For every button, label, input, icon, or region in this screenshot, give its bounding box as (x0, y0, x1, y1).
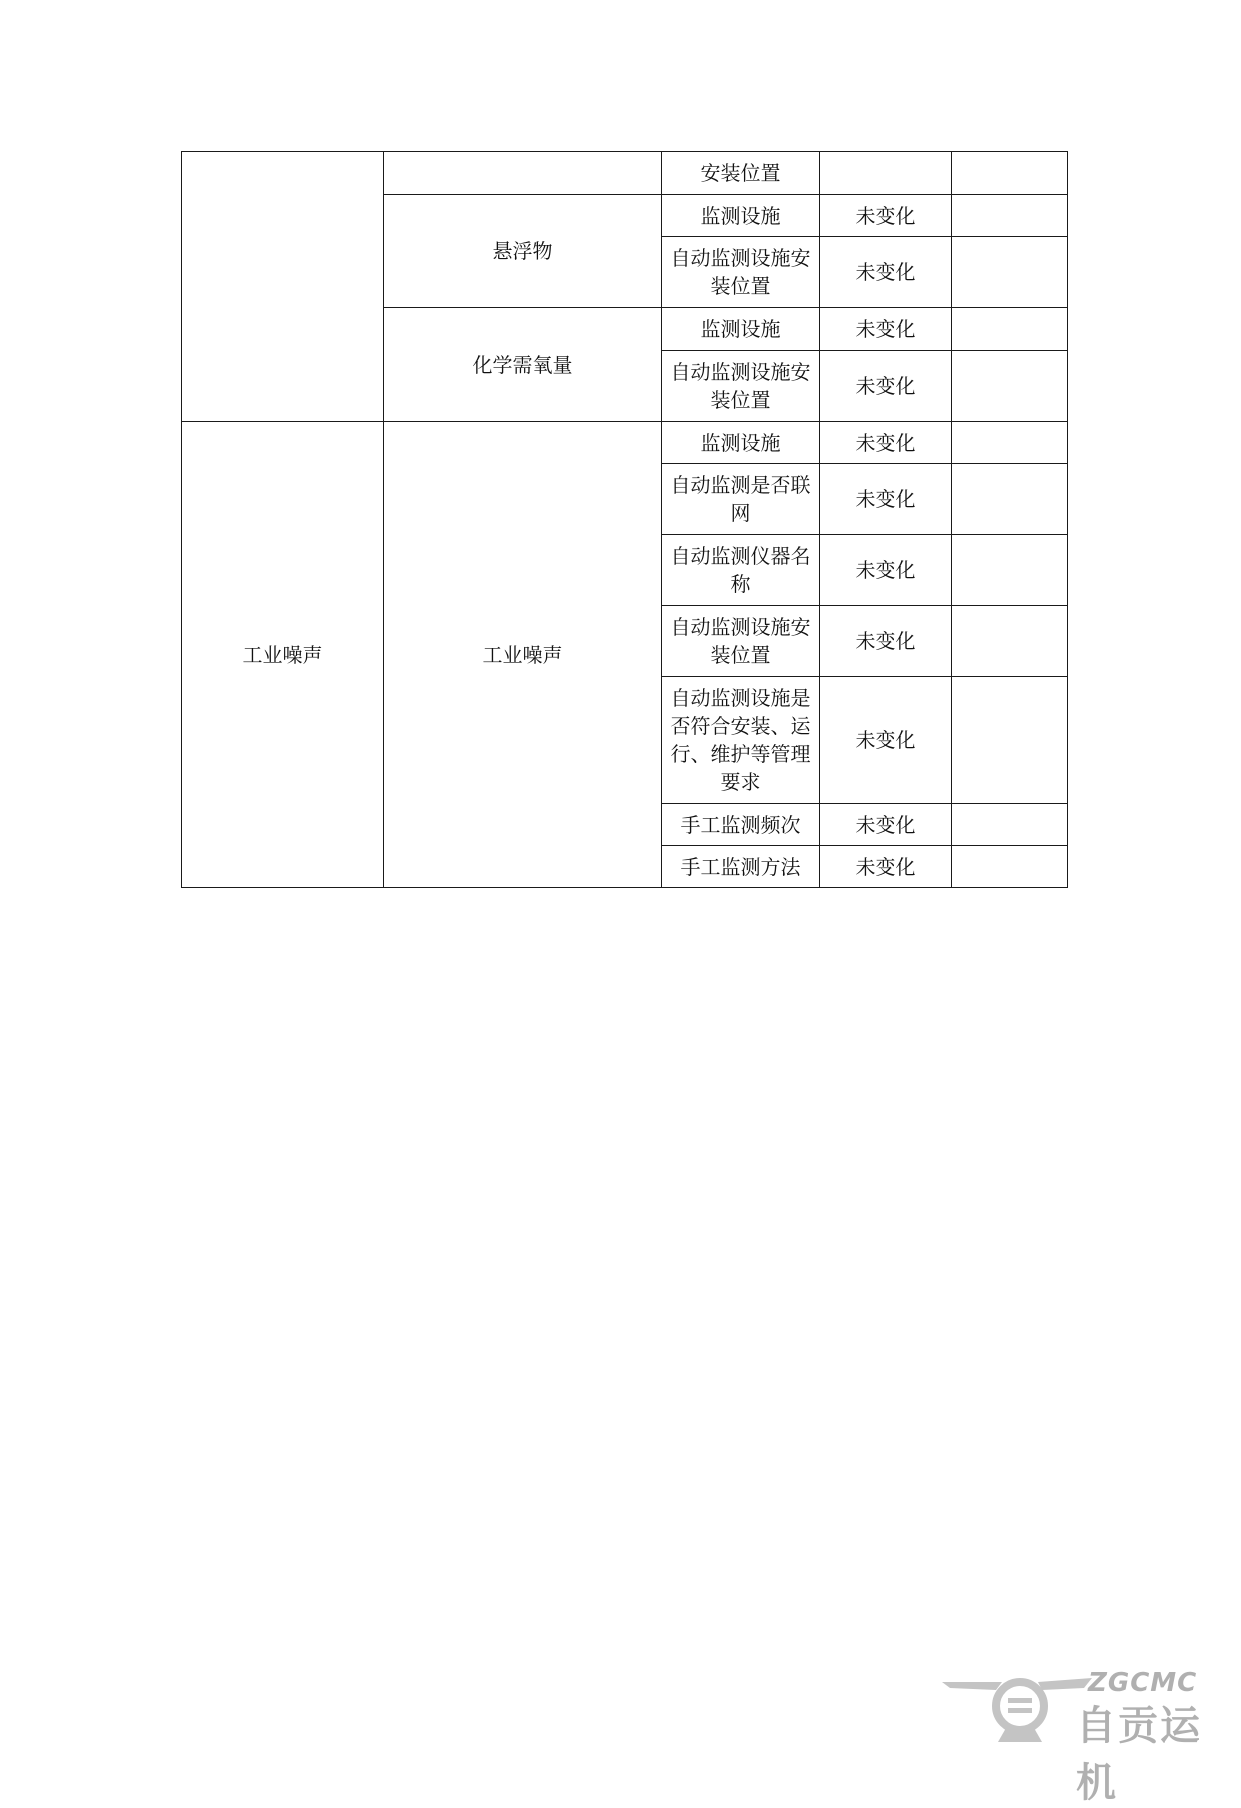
status-cell: 未变化 (820, 422, 952, 464)
item-cell: 监测设施 (662, 195, 820, 237)
remark-cell (952, 152, 1068, 195)
item-cell: 自动监测仪器名称 (662, 535, 820, 606)
remark-cell (952, 422, 1068, 464)
company-watermark-logo (942, 1668, 1232, 1806)
remark-cell (952, 237, 1068, 308)
table-row (182, 422, 1068, 464)
watermark-chinese-text: 自贡运机 (1076, 1703, 1202, 1806)
pollutant-cell: 化学需氧量 (384, 308, 662, 422)
remark-cell (952, 308, 1068, 351)
logo-emblem-icon (942, 1668, 1092, 1748)
status-cell (820, 152, 952, 195)
remark-cell (952, 846, 1068, 888)
item-cell: 监测设施 (662, 422, 820, 464)
remark-cell (952, 195, 1068, 237)
remark-cell (952, 351, 1068, 422)
item-cell: 监测设施 (662, 308, 820, 351)
item-cell: 手工监测方法 (662, 846, 820, 888)
pollutant-cell: 工业噪声 (384, 422, 662, 888)
watermark-latin-text: ZGCMC (1088, 1668, 1198, 1698)
monitoring-change-table (181, 151, 1068, 888)
status-cell: 未变化 (820, 677, 952, 804)
item-cell: 手工监测频次 (662, 804, 820, 846)
pollutant-cell: 悬浮物 (384, 195, 662, 308)
status-cell: 未变化 (820, 308, 952, 351)
item-cell: 自动监测设施安装位置 (662, 606, 820, 677)
remark-cell (952, 804, 1068, 846)
status-cell: 未变化 (820, 846, 952, 888)
status-cell: 未变化 (820, 351, 952, 422)
status-cell: 未变化 (820, 195, 952, 237)
item-cell: 自动监测设施安装位置 (662, 237, 820, 308)
item-cell: 自动监测设施安装位置 (662, 351, 820, 422)
table-row (182, 152, 1068, 195)
remark-cell (952, 606, 1068, 677)
item-cell: 自动监测是否联网 (662, 464, 820, 535)
status-cell: 未变化 (820, 535, 952, 606)
remark-cell (952, 677, 1068, 804)
status-cell: 未变化 (820, 237, 952, 308)
status-cell: 未变化 (820, 606, 952, 677)
item-cell: 自动监测设施是否符合安装、运行、维护等管理要求 (662, 677, 820, 804)
category-cell-empty (182, 152, 384, 422)
category-cell: 工业噪声 (182, 422, 384, 888)
remark-cell (952, 535, 1068, 606)
remark-cell (952, 464, 1068, 535)
item-cell: 安装位置 (662, 152, 820, 195)
status-cell: 未变化 (820, 804, 952, 846)
status-cell: 未变化 (820, 464, 952, 535)
pollutant-cell-empty (384, 152, 662, 195)
